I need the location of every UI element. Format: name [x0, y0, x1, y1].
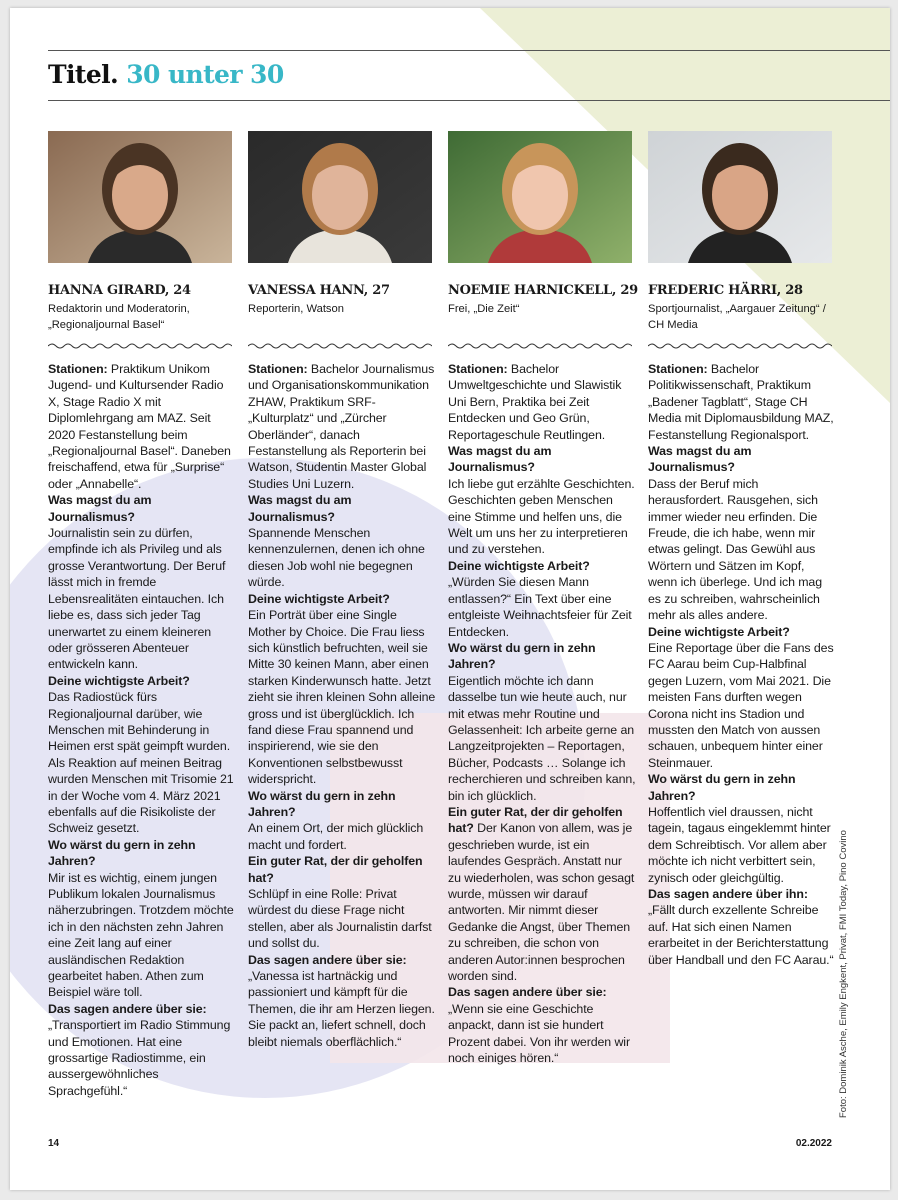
stations-label: Stationen:: [48, 362, 108, 376]
question: Das sagen andere über sie:: [48, 1001, 207, 1016]
section-label: Titel.: [48, 60, 119, 89]
answer: Journalistin sein zu dürfen, empfinde ich als Privileg und als grosse Verantwortung. Der Beruf lässt mich in fremde Lebensrealitäten eintauchen. Ich liebe es, dass sich jeder Tag unerwartet zu einem kleineren oder grösseren Abenteuer entwickeln kann.: [48, 526, 226, 672]
question: Das sagen andere über sie:: [248, 952, 407, 967]
person-age: , 24: [164, 283, 191, 298]
answer: Spannende Menschen kennenzulernen, denen ich ohne diesen Job wohl nie begegnen würde.: [248, 526, 425, 590]
person-role: Sportjournalist, „Aargauer Zeitung“ / CH Media: [648, 303, 826, 331]
stations-text: Bachelor Politikwissenschaft, Praktikum „Badener Tagblatt“, Stage CH Media mit Diplomausbildung MAZ, Festanstellung Regionalsport.: [648, 362, 834, 442]
stations-text: Bachelor Journalismus und Organisationskommunikation ZHAW, Praktikum SRF-„Kulturplatz“ und „Zürcher Oberländer“, danach Festanstellung als Reporterin bei Watson, Studentin Master Global Studies Uni Luzern.: [248, 362, 435, 491]
question: Das sagen andere über ihn:: [648, 887, 808, 901]
portrait-photo: [248, 131, 432, 263]
person-role: Redaktorin und Moderatorin, „Regionaljournal Basel“: [48, 303, 190, 331]
qa-paragraph: [448, 804, 636, 984]
person-name-text: HANNA GIRARD: [48, 283, 165, 298]
question: Was magst du am Journalismus?: [448, 444, 552, 475]
profile-column: [448, 131, 636, 1066]
stations-label: Stationen:: [448, 362, 508, 376]
profile-body: [448, 361, 636, 1066]
profile-body: [248, 361, 436, 1050]
question: Ein guter Rat, der dir geholfen hat?: [248, 854, 423, 885]
question: Deine wichtigste Arbeit?: [648, 624, 790, 639]
answer: Das Radiostück fürs Regionaljournal darüber, wie Menschen mit Behinderung in Heimen erst spät geimpft wurden. Als Reaktion auf meinen Beitrag wurden Menschen mit Trisomie 21 in der Woche vom 4. März 2021 ebenfalls auf die Risikoliste der Schweiz gesetzt.: [48, 690, 234, 836]
stations-label: Stationen:: [248, 362, 308, 376]
person-age: , 27: [363, 283, 390, 298]
answer: „Wenn sie eine Geschichte anpackt, dann ist sie hundert Prozent dabei. Von ihr werden wir noch einiges hören.“: [448, 1001, 630, 1066]
question: Was magst du am Journalismus?: [648, 444, 752, 475]
answer: Eine Reportage über die Fans des FC Aarau beim Cup-Halbfinal gegen Luzern, vom Mai 2021. Die meisten Fans durften wegen Corona nicht ins Stadion und mussten den Match von aussen schauen, unbequem hinter einer Steinmauer.: [648, 640, 834, 770]
answer: Schlüpf in eine Rolle: Privat würdest du diese Frage nicht stellen, aber als Journalistin darfst und sollst du.: [248, 887, 432, 951]
answer: „Transportiert im Radio Stimmung und Emotionen. Hat eine grossartige Radiostimme, ein aussergewöhnliches Sprachgefühl.“: [48, 1018, 231, 1098]
answer: An einem Ort, der mich glücklich macht und fordert.: [248, 821, 424, 852]
question: Deine wichtigste Arbeit?: [448, 558, 590, 573]
person-age: , 29: [611, 283, 638, 298]
question: Wo wärst du gern in zehn Jahren?: [648, 772, 796, 803]
answer: Der Kanon von allem, was je geschrieben wurde, ist ein laufendes Gespräch. Anstatt nur zu wiederholen, was schon gesagt wurde, müssen wir darauf antworten. Mir nimmt dieser Gedanke die Angst, über Themen zu schreiben, die schon von anderen Autor:innen besprochen worden sind.: [448, 821, 635, 984]
stations-label: Stationen:: [648, 362, 708, 376]
photo-credit: Foto: Dominik Asche, Emily Engkent, Privat, FMI Today, Pino Covino: [838, 830, 849, 1118]
answer: „Würden Sie diesen Mann entlassen?“ Ein Text über eine entgleiste Weihnachtsfeier für Zeit Entdecken.: [448, 575, 632, 639]
profile-column: [648, 131, 836, 968]
profile-column: [248, 131, 436, 1050]
question: Wo wärst du gern in zehn Jahren?: [448, 640, 596, 672]
answer: Hoffentlich viel draussen, nicht tagein, tagaus eingeklemmt hinter dem Schreibtisch. Vor allem aber möchte ich nicht verbittert sein, zynisch oder gleichgültig.: [648, 804, 831, 885]
person-role: Reporterin, Watson: [248, 303, 344, 315]
question: Deine wichtigste Arbeit?: [248, 591, 390, 606]
answer: Dass der Beruf mich herausfordert. Rausgehen, sich immer wieder neu erfinden. Die Freude, die ich habe, wenn mir etwas gelingt. Das Gewühl aus Wörtern und Sätzen im Kopf, wenn ich überlege. Und ich mag es zu schreiben, wahrscheinlich mehr als alles andere.: [648, 476, 823, 623]
person-name: [648, 283, 836, 299]
portrait-photo: [48, 131, 232, 263]
wavy-divider: [248, 337, 436, 355]
person-name-text: VANESSA HANN: [248, 283, 364, 298]
wavy-divider: [648, 337, 836, 355]
question: Ein guter Rat, der dir geholfen hat?: [448, 804, 623, 836]
profile-body: [648, 361, 836, 968]
question: Das sagen andere über sie:: [448, 985, 607, 1000]
stations-paragraph: [648, 361, 836, 443]
question: Wo wärst du gern in zehn Jahren?: [248, 788, 396, 819]
stations-text: Bachelor Umweltgeschichte und Slawistik Uni Bern, Praktika bei Zeit Entdecken und Geo Grün, Reportageschule Reutlingen.: [448, 362, 622, 442]
question: Was magst du am Journalismus?: [48, 493, 152, 524]
page-title: [48, 58, 284, 92]
magazine-page: [10, 8, 890, 1190]
issue-date: 02.2022: [795, 1138, 832, 1149]
person-role: Frei, „Die Zeit“: [448, 303, 520, 315]
answer: Eigentlich möchte ich dann dasselbe tun wie heute auch, nur mit etwas mehr Routine und Gelassenheit: Ich arbeite gerne an Langzeitprojekten – Reportagen, Bücher, Podcasts … Solange ich recherchieren und schreiben kann, bin ich glücklich.: [448, 673, 636, 803]
section-title: 30 unter 30: [126, 60, 284, 89]
answer: Mir ist es wichtig, einem jungen Publikum lokalen Journalismus näherzubringen. Trotzdem möchte ich in den nächsten zehn Jahren eine Zeit lang auf einer ausländischen Redaktion gearbeitet haben. Athen zum Beispiel wäre toll.: [48, 870, 234, 1000]
wavy-divider: [48, 337, 236, 355]
person-name-text: FREDERIC HÄRRI: [648, 283, 777, 298]
stations-paragraph: [448, 361, 636, 443]
stations-text: Praktikum Unikom Jugend- und Kultursender Radio X, Stage Radio X mit Diplomlehrgang am MAZ. Seit 2020 Festanstellung beim „Regionaljournal Basel“. Daneben freischaffend, etwa für „Surprise“ oder „Annabelle“.: [48, 362, 231, 491]
person-name: [48, 283, 236, 299]
page-number: 14: [48, 1138, 60, 1149]
answer: „Vanessa ist hartnäckig und passioniert und kämpft für die Themen, die ihr am Herzen liegen. Sie packt an, liefert schnell, doch bleibt niemals oberflächlich.“: [248, 969, 435, 1049]
answer: Ein Porträt über eine Single Mother by Choice. Die Frau liess sich künstlich befruchten, weil sie Mitte 30 keinen Mann, aber einen starken Kinderwunsch hatte. Jetzt zieht sie ihren kleinen Sohn alleine gross und ist überglücklich. Ich fand diese Frau spannend und inspirierend, wie sie den Konventionen selbstbewusst widerspricht.: [248, 608, 436, 787]
question: Was magst du am Journalismus?: [248, 493, 352, 524]
answer: Ich liebe gut erzählte Geschichten. Geschichten geben Menschen eine Stimme und helfen uns, die Welt um uns her zu interpretieren und zu verstehen.: [448, 476, 635, 557]
question: Wo wärst du gern in zehn Jahren?: [48, 837, 196, 869]
header-rule-top: [48, 50, 890, 51]
person-name: [448, 283, 636, 299]
profile-column: [48, 131, 236, 1099]
profile-body: [48, 361, 236, 1099]
person-name-text: NOEMIE HARNICKELL: [448, 283, 612, 298]
question: Deine wichtigste Arbeit?: [48, 673, 190, 688]
portrait-photo: [448, 131, 632, 263]
portrait-photo: [648, 131, 832, 263]
person-name: [248, 283, 436, 299]
wavy-divider: [448, 337, 636, 355]
stations-paragraph: [248, 361, 436, 492]
answer: „Fällt durch exzellente Schreibe auf. Hat sich einen Namen erarbeitet in der Berichterstattung über Handball und den FC Aarau.“: [648, 903, 834, 967]
stations-paragraph: [48, 361, 236, 492]
person-age: , 28: [776, 283, 803, 298]
header-rule-bottom: [48, 100, 890, 101]
